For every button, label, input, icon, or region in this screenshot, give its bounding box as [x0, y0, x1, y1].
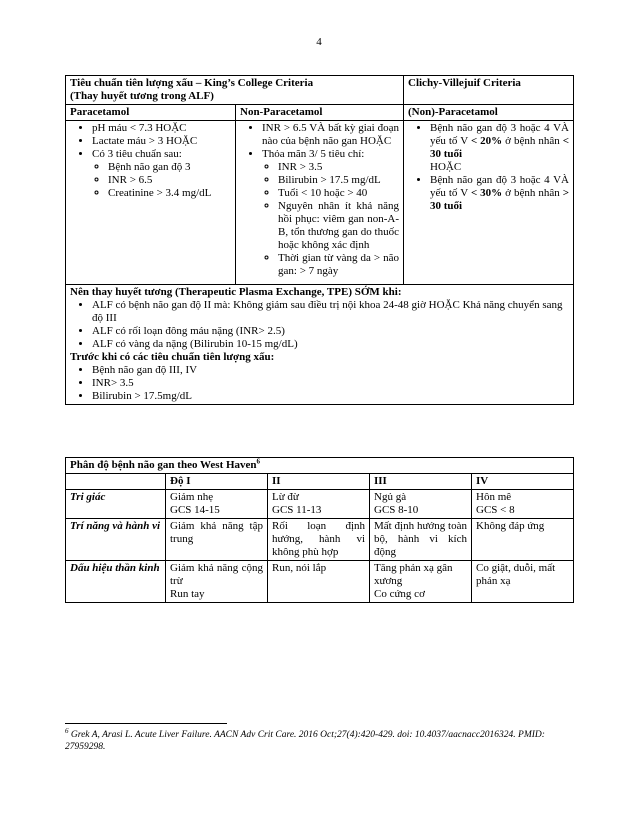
wh-header-grade: III [370, 474, 472, 490]
wh-cell: Không đáp ứng [472, 519, 574, 561]
paracetamol-item: • Lactate máu > 3 HOẶC [92, 135, 231, 148]
footnote-number: 6 [65, 726, 69, 735]
wh-cell: Giảm khả năng cộng trừ Run tay [166, 561, 268, 603]
paracetamol-item: • pH máu < 7.3 HOẶC [92, 122, 231, 135]
col-non-paracetamol: Non-Paracetamol [236, 105, 404, 121]
non-para-subitem: ◦ Thời gian từ vàng da > não gan: > 7 ngày [278, 252, 399, 278]
west-haven-title: Phân độ bệnh não gan theo West Haven$^6$ [66, 458, 574, 474]
clichy-or: HOẶC [430, 161, 462, 173]
non-para-item: • Thỏa mãn 3/ 5 tiêu chí: ◦ INR > 3.5 ◦ Bilirubin > 17.5 mg/dL ◦ Tuổi < 10 hoặc > 40 ◦ Nguyên nhân ít khả năng hồi phục: viêm gan non-A-B, tổn thương gan do thuốc hoặc không xác định ◦ Thời gian từ vàng da > não gan: > 7 ngày [262, 148, 399, 278]
non-para-item: • INR > 6.5 VÀ bất kỳ giai đoạn nào của bệnh não gan HOẶC [262, 122, 399, 148]
non-paracetamol-cell [236, 121, 404, 285]
footnote [65, 726, 573, 753]
tpe-item: • ALF có vàng da nặng (Bilirubin 10-15 mg/dL) [92, 338, 569, 351]
wh-cell: Tăng phản xạ gân xương Co cứng cơ [370, 561, 472, 603]
tpe-before-item: • Bilirubin > 17.5mg/dL [92, 390, 569, 403]
wh-cell: Co giật, duỗi, mất phản xạ [472, 561, 574, 603]
wh-cell: Giảm khả năng tập trung [166, 519, 268, 561]
footnote-rule [65, 723, 227, 724]
clichy-title: Clichy-Villejuif Criteria [404, 76, 574, 105]
wh-header-empty [66, 474, 166, 490]
west-haven-table [65, 457, 574, 603]
clichy-cell [404, 121, 574, 285]
footnote-text: Grek A, Arasi L. Acute Liver Failure. AACN Adv Crit Care. 2016 Oct;27(4):420-429. doi: 10.4037/aacnacc2016324. PMID: 27959298. [65, 730, 545, 752]
wh-cell: Rối loạn định hướng, hành vi không phù hợp [268, 519, 370, 561]
wh-header-grade: IV [472, 474, 574, 490]
footnote-ref: 6 [256, 457, 261, 466]
tpe-item: • ALF có bệnh não gan độ II mà: Không giảm sau điều trị nội khoa 24-48 giờ HOẶC Khả năng chuyển sang độ III [92, 299, 569, 325]
kings-title: Tiêu chuẩn tiên lượng xấu – King’s College Criteria [70, 77, 314, 89]
clichy-item: • Bệnh não gan độ 3 hoặc 4 VÀ yếu tố V < 30% ở bệnh nhân > 30 tuổi [430, 174, 569, 213]
clichy-item: • Bệnh não gan độ 3 hoặc 4 VÀ yếu tố V < 20% ở bệnh nhân < 30 tuổi HOẶC [430, 122, 569, 174]
col-paracetamol: Paracetamol [66, 105, 236, 121]
tpe-before-title: Trước khi có các tiêu chuẩn tiên lượng xấu: [70, 351, 275, 363]
wh-header-grade: Độ I [166, 474, 268, 490]
wh-cell: Mất định hướng toàn bộ, hành vi kích động [370, 519, 472, 561]
tpe-before-item: • INR> 3.5 [92, 377, 569, 390]
non-para-subitem: ◦ INR > 3.5 [278, 161, 399, 174]
paracetamol-cell [66, 121, 236, 285]
paracetamol-subitem: ◦ Bệnh não gan độ 3 [108, 161, 231, 174]
non-para-subitem: ◦ Tuổi < 10 hoặc > 40 [278, 187, 399, 200]
paracetamol-subitem: ◦ Creatinine > 3.4 mg/dL [108, 187, 231, 200]
tpe-before-item: • Bệnh não gan độ III, IV [92, 364, 569, 377]
paracetamol-item: • Có 3 tiêu chuẩn sau: ◦ Bệnh não gan độ 3 ◦ INR > 6.5 ◦ Creatinine > 3.4 mg/dL [92, 148, 231, 200]
wh-row-label: Dấu hiệu thần kinh [66, 561, 166, 603]
wh-header-grade: II [268, 474, 370, 490]
wh-cell: Giảm nhẹ GCS 14-15 [166, 490, 268, 519]
tpe-item: • ALF có rối loạn đông máu nặng (INR> 2.5) [92, 325, 569, 338]
wh-cell: Ngủ gà GCS 8-10 [370, 490, 472, 519]
non-para-subitem: ◦ Bilirubin > 17.5 mg/dL [278, 174, 399, 187]
prognosis-criteria-table [65, 75, 574, 405]
paracetamol-subitem: ◦ INR > 6.5 [108, 174, 231, 187]
kings-subtitle: (Thay huyết tương trong ALF) [70, 90, 214, 102]
kings-header-cell [66, 76, 404, 105]
wh-cell: Hôn mê GCS < 8 [472, 490, 574, 519]
page-number: 4 [316, 36, 322, 48]
non-para-subitem: ◦ Nguyên nhân ít khả năng hồi phục: viêm gan non-A-B, tổn thương gan do thuốc hoặc không xác định [278, 200, 399, 252]
wh-row-label: Trí năng và hành vi [66, 519, 166, 561]
tpe-cell [66, 285, 574, 405]
wh-cell: Lừ đừ GCS 11-13 [268, 490, 370, 519]
wh-cell: Run, nói lắp [268, 561, 370, 603]
wh-row-label: Tri giác [66, 490, 166, 519]
col-clichy: (Non)-Paracetamol [404, 105, 574, 121]
tpe-title: Nên thay huyết tương (Therapeutic Plasma Exchange, TPE) SỚM khi: [70, 286, 402, 298]
